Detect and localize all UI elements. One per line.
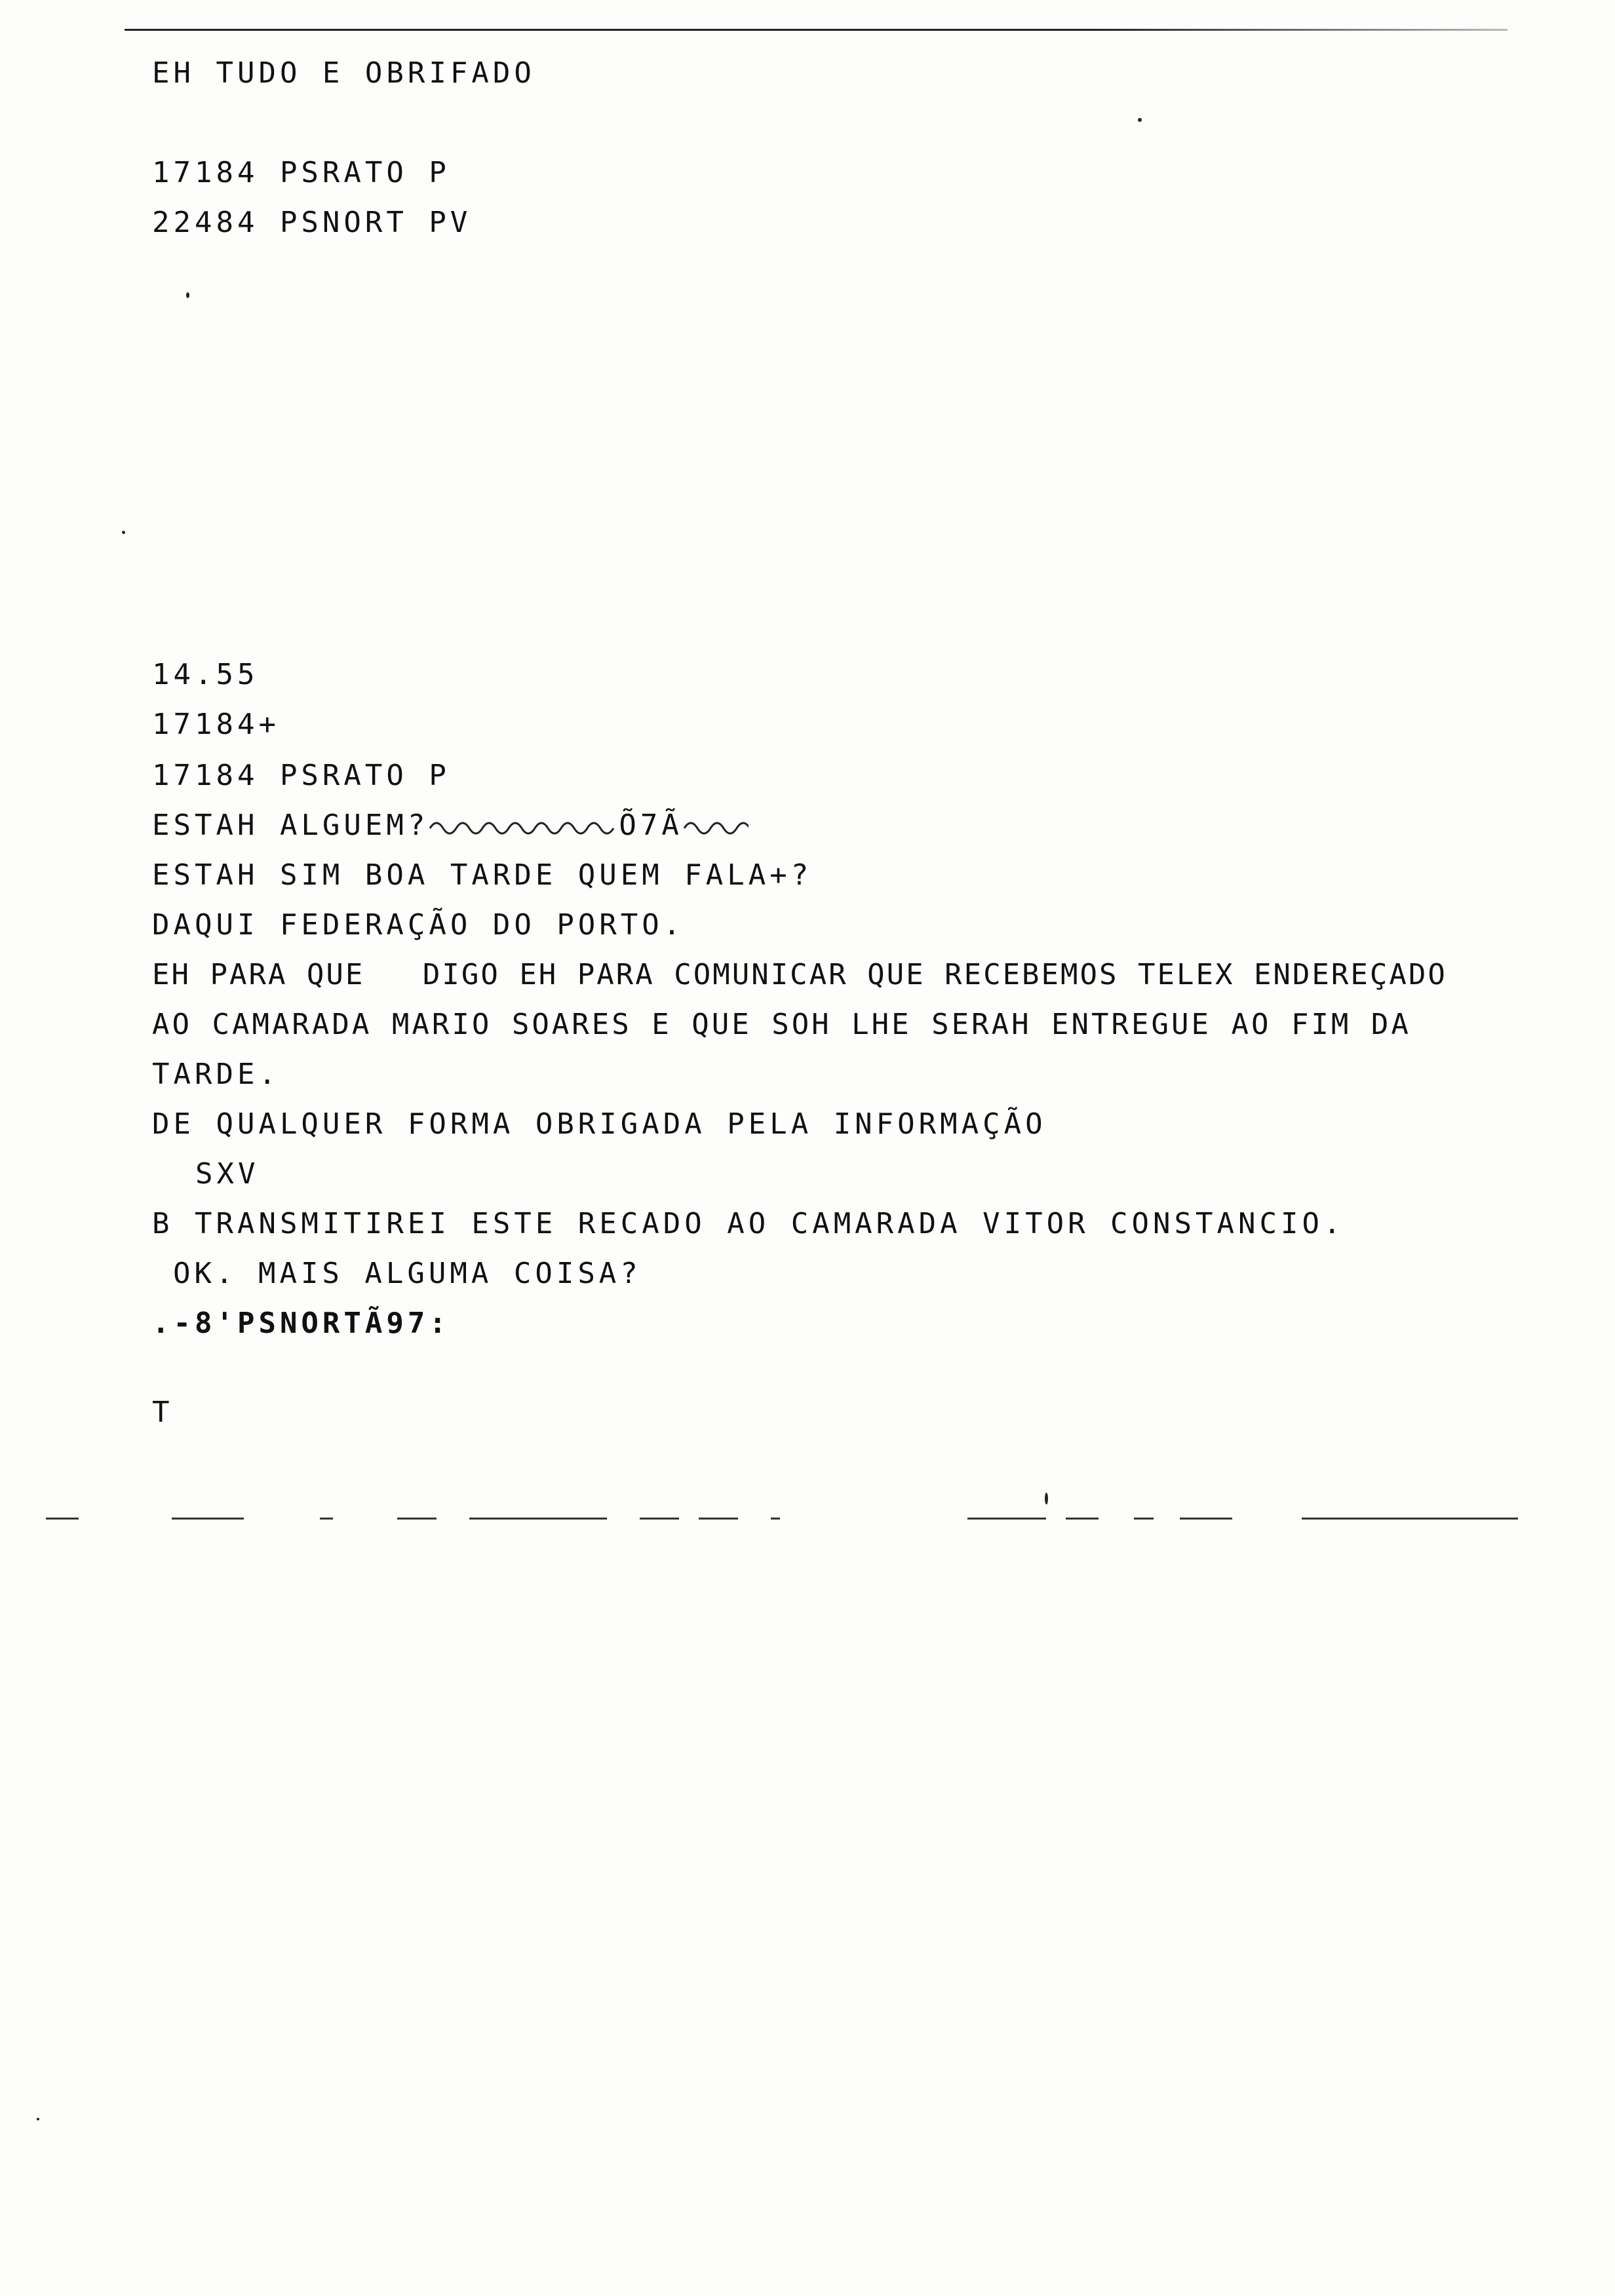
body-line-i: DE QUALQUER FORMA OBRIGADA PELA INFORMAÇÃO xyxy=(152,1107,1047,1141)
body-line-a: 17184+ xyxy=(152,708,280,741)
perforation-mark xyxy=(1180,1518,1232,1520)
body-line-d: ESTAH SIM BOA TARDE QUEM FALA+? xyxy=(152,858,813,892)
perforation-mark xyxy=(46,1518,79,1520)
perforation-mark xyxy=(967,1518,1046,1520)
header-line-1: EH TUDO E OBRIFADO xyxy=(152,56,535,90)
body-line-f: EH PARA QUE DIGO EH PARA COMUNICAR QUE RECEBEMOS TELEX ENDEREÇADO xyxy=(152,958,1447,991)
perforation-mark xyxy=(1066,1518,1099,1520)
body-line-j: SXV xyxy=(195,1157,260,1191)
body-line-e: DAQUI FEDERAÇÃO DO PORTO. xyxy=(152,908,685,942)
perforation-mark xyxy=(397,1518,437,1520)
body-line-n: T xyxy=(152,1396,174,1429)
ink-speck xyxy=(186,292,189,298)
body-line-b: 17184 PSRATO P xyxy=(152,759,450,792)
header-line-2: 17184 PSRATO P xyxy=(152,156,450,189)
body-line-c-garble: Õ7Ã xyxy=(619,809,683,842)
perforation-mark xyxy=(771,1518,780,1520)
perforation-mark xyxy=(1134,1518,1154,1520)
header-line-3: 22484 PSNORT PV xyxy=(152,206,472,239)
body-line-l: OK. MAIS ALGUMA COISA? xyxy=(173,1257,642,1290)
ink-speck xyxy=(1045,1493,1048,1504)
body-line-h: TARDE. xyxy=(152,1058,280,1091)
body-line-m: .-8'PSNORTÃ97: xyxy=(152,1307,450,1340)
perforation-mark xyxy=(1302,1518,1518,1520)
body-line-g: AO CAMARADA MARIO SOARES E QUE SOH LHE SERAH ENTREGUE AO FIM DA xyxy=(152,1008,1411,1041)
ink-speck xyxy=(122,531,125,534)
perforation-mark xyxy=(320,1518,333,1520)
body-line-c-row xyxy=(152,809,749,843)
body-line-c: ESTAH ALGUEM? xyxy=(152,809,429,842)
perforation-mark xyxy=(469,1518,607,1520)
perforation-mark xyxy=(172,1518,244,1520)
top-tear-line xyxy=(125,29,1508,31)
garble-marks-2 xyxy=(683,816,749,836)
perforation-mark xyxy=(640,1518,679,1520)
ink-speck xyxy=(37,2118,39,2120)
time-stamp: 14.55 xyxy=(152,658,259,691)
garble-marks xyxy=(429,816,619,836)
body-line-k: B TRANSMITIREI ESTE RECADO AO CAMARADA VITOR CONSTANCIO. xyxy=(152,1207,1345,1240)
perforation-mark xyxy=(699,1518,738,1520)
ink-speck xyxy=(1138,118,1142,122)
